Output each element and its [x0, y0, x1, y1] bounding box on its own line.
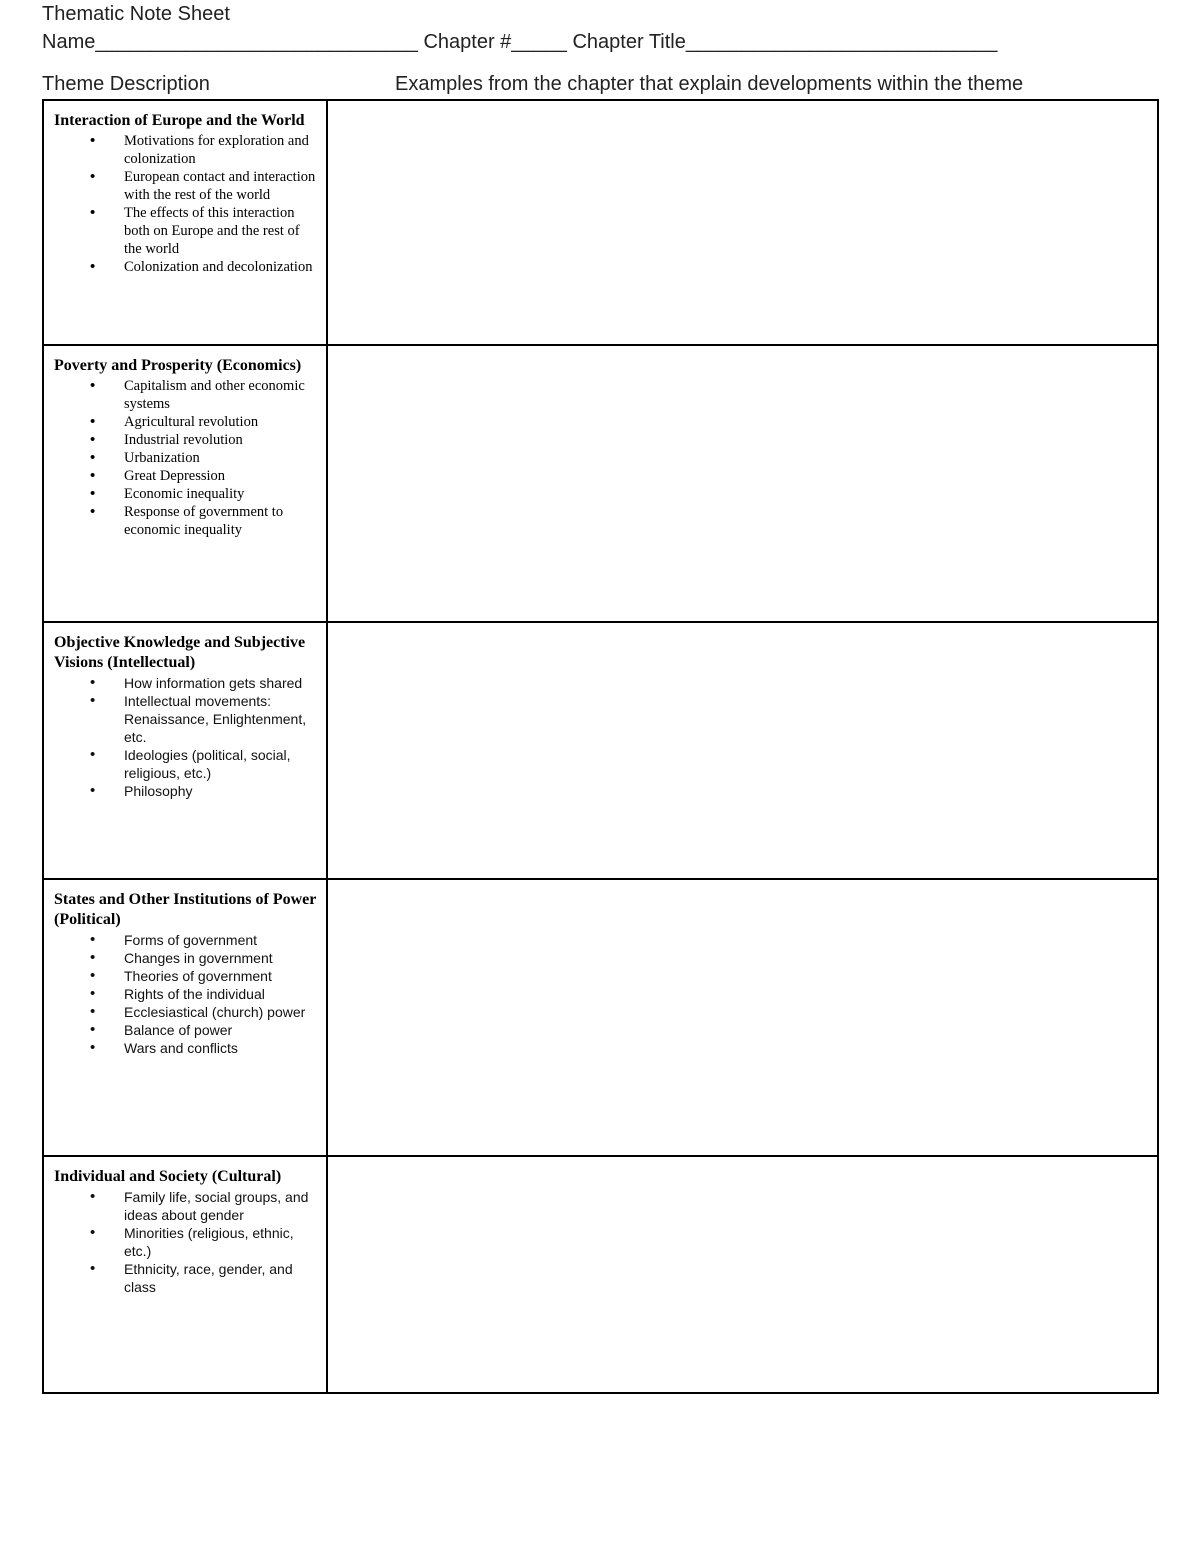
theme-title: Interaction of Europe and the World [54, 112, 305, 129]
examples-cell[interactable] [327, 1156, 1158, 1393]
theme-title: Objective Knowledge and Subjective Visions (Intellectual) [54, 634, 306, 671]
page-title: Thematic Note Sheet [42, 3, 230, 25]
theme-bullet: • Urbanization [124, 449, 318, 467]
theme-title: Individual and Society (Cultural) [54, 1168, 282, 1185]
examples-cell[interactable] [327, 879, 1158, 1156]
theme-bullet: • Changes in government [124, 949, 318, 967]
theme-bullet: • Economic inequality [124, 485, 318, 503]
examples-cell[interactable] [327, 100, 1158, 345]
theme-row-intellectual [43, 622, 1158, 879]
theme-bullet-list [54, 931, 318, 1057]
theme-bullet: • Balance of power [124, 1021, 318, 1039]
theme-row-cultural [43, 1156, 1158, 1393]
theme-bullet: • Agricultural revolution [124, 413, 318, 431]
theme-bullet-list [54, 132, 318, 276]
theme-bullet-list [54, 674, 318, 800]
theme-description-cell [43, 1156, 327, 1393]
theme-bullet: • Motivations for exploration and colonization [124, 132, 318, 168]
theme-bullet: • Wars and conflicts [124, 1039, 318, 1057]
theme-bullet: • Rights of the individual [124, 985, 318, 1003]
theme-description-cell [43, 879, 327, 1156]
theme-title: Poverty and Prosperity (Economics) [54, 357, 302, 374]
theme-description-cell [43, 345, 327, 622]
examples-cell[interactable] [327, 345, 1158, 622]
theme-bullet: • Capitalism and other economic systems [124, 377, 318, 413]
theme-bullet-list [54, 377, 318, 539]
name-chapter-line[interactable]: Name_____________________________ Chapter #_____ Chapter Title____________________________ [42, 31, 998, 53]
theme-bullet: • Industrial revolution [124, 431, 318, 449]
theme-bullet-list [54, 1188, 318, 1296]
theme-title: States and Other Institutions of Power (Political) [54, 891, 317, 928]
theme-bullet: • Response of government to economic inequality [124, 503, 318, 539]
theme-bullet: • How information gets shared [124, 674, 318, 692]
theme-bullet: • Theories of government [124, 967, 318, 985]
theme-bullet: • Family life, social groups, and ideas about gender [124, 1188, 318, 1224]
theme-bullet: • Ideologies (political, social, religious, etc.) [124, 746, 318, 782]
theme-bullet: • Great Depression [124, 467, 318, 485]
theme-bullet: • Ecclesiastical (church) power [124, 1003, 318, 1021]
theme-bullet: • Forms of government [124, 931, 318, 949]
theme-row-interaction [43, 100, 1158, 345]
theme-bullet: • Minorities (religious, ethnic, etc.) [124, 1224, 318, 1260]
thematic-table [42, 99, 1159, 1394]
theme-bullet: • European contact and interaction with the rest of the world [124, 168, 318, 204]
theme-bullet: • The effects of this interaction both on Europe and the rest of the world [124, 204, 318, 258]
theme-row-economics [43, 345, 1158, 622]
theme-bullet: • Intellectual movements: Renaissance, Enlightenment, etc. [124, 692, 318, 746]
column-header-examples: Examples from the chapter that explain developments within the theme [395, 73, 1024, 95]
theme-bullet: • Colonization and decolonization [124, 258, 318, 276]
theme-bullet: • Ethnicity, race, gender, and class [124, 1260, 318, 1296]
column-header-theme-description: Theme Description [42, 73, 210, 95]
theme-description-cell [43, 622, 327, 879]
theme-row-political [43, 879, 1158, 1156]
examples-cell[interactable] [327, 622, 1158, 879]
theme-description-cell [43, 100, 327, 345]
theme-bullet: • Philosophy [124, 782, 318, 800]
